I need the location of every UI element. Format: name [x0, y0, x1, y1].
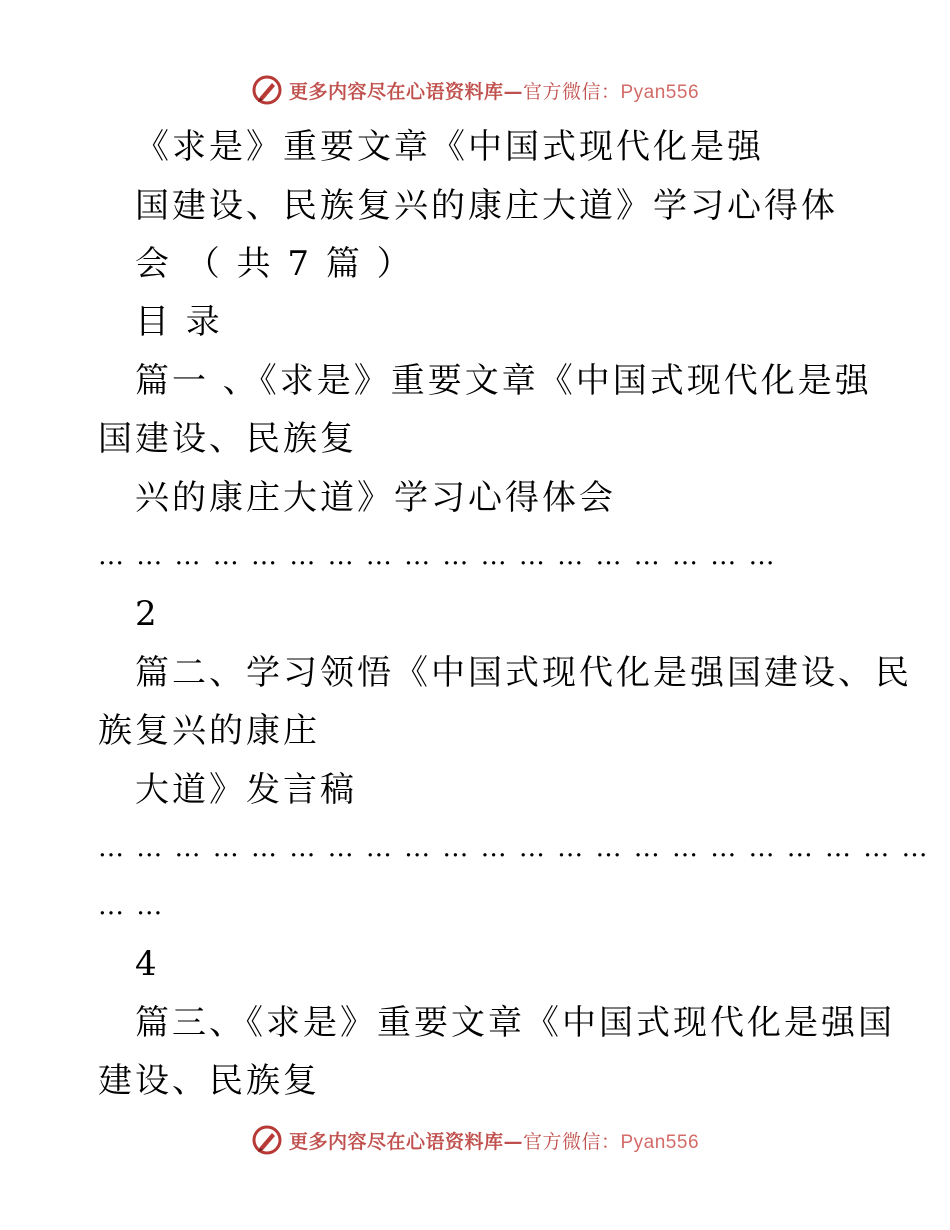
toc-entry-3-line-2: 建设、民族复 — [98, 1061, 320, 1101]
title-line-1: 《求是》重要文章《中国式现代化是强 — [135, 127, 764, 167]
toc-entry-1-line-1: 篇一 、《求是》重要文章《中国式现代化是强 — [135, 361, 872, 401]
footer-banner — [0, 1120, 950, 1160]
banner-wechat-label: 官方微信： — [522, 1130, 621, 1153]
banner-wechat-label: 官方微信： — [522, 80, 621, 103]
title-line-3: 会 （ 共 7 篇 ） — [135, 244, 414, 284]
header-banner — [0, 70, 950, 110]
title-line-2: 国建设、民族复兴的康庄大道》学习心得体 — [135, 186, 838, 226]
toc-entry-1-leader: … … … … … … … … … … … … … … … … … … — [98, 541, 777, 571]
banner-text — [289, 77, 699, 104]
banner-text — [289, 1127, 699, 1154]
banner-main-text: 更多内容尽在心语资料库 — [288, 1130, 504, 1153]
toc-entry-2-line-3: 大道》发言稿 — [135, 770, 357, 810]
toc-entry-2-leader: … … … … … … … … … … … … … … … … … … … … … … — [98, 833, 930, 863]
toc-entry-1-line-2: 国建设、民族复 — [98, 419, 357, 459]
toc-entry-2-leader-continued: … … — [98, 891, 165, 921]
banner-separator: — — [503, 80, 523, 103]
toc-entry-2-page: 4 — [135, 944, 160, 984]
banner-wechat-id: Pyan556 — [620, 1131, 700, 1153]
toc-entry-2-line-2: 族复兴的康庄 — [98, 711, 320, 751]
toc-entry-1-line-3: 兴的康庄大道》学习心得体会 — [135, 478, 616, 518]
toc-entry-3-line-1: 篇三、《求是》重要文章《中国式现代化是强国 — [135, 1003, 895, 1043]
toc-heading: 目 录 — [135, 302, 223, 342]
banner-separator: — — [503, 1130, 523, 1153]
pen-logo-icon — [251, 1124, 283, 1156]
toc-entry-2-line-1: 篇二、学习领悟《中国式现代化是强国建设、民 — [135, 653, 912, 693]
pen-logo-icon — [251, 74, 283, 106]
banner-main-text: 更多内容尽在心语资料库 — [288, 80, 504, 103]
banner-wechat-id: Pyan556 — [620, 81, 700, 103]
toc-entry-1-page: 2 — [135, 594, 160, 634]
